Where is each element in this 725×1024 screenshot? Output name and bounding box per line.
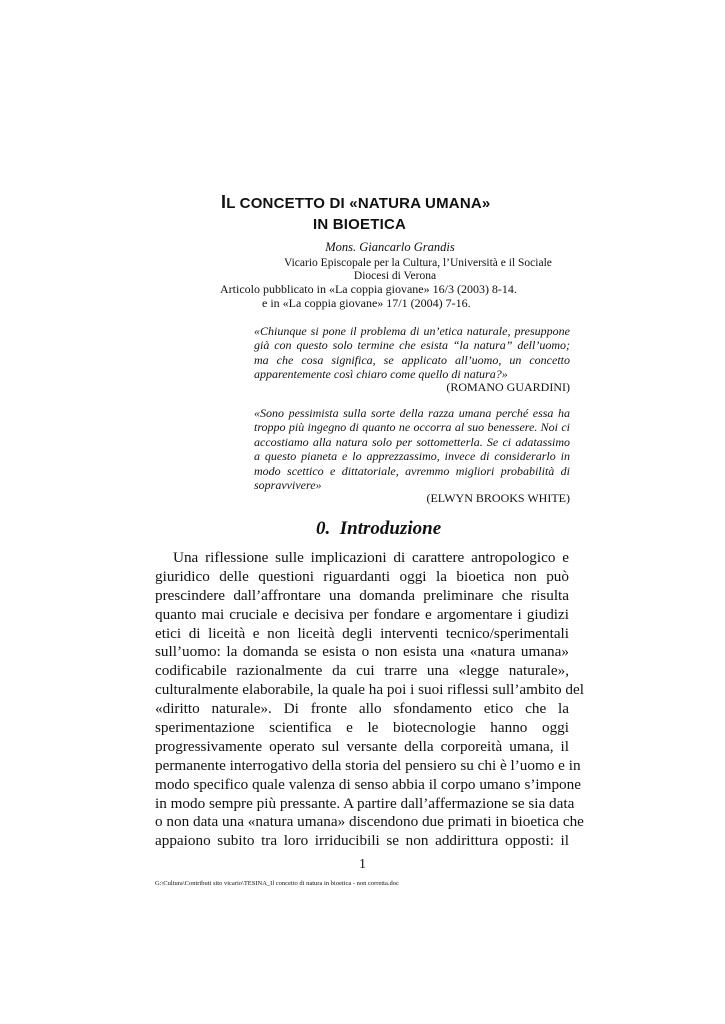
quote-line: a questo pianeta e lo apprezzassimo, invece di considerarlo in <box>254 449 570 464</box>
page-number: 1 <box>359 857 366 872</box>
quote-line: modo scettico e dittatoriale, avremmo migliori probabilità di <box>254 463 570 478</box>
quote-line: troppo più ingegno di quanto ne occorra al suo benessere. Noi ci <box>254 420 570 435</box>
body-line: o non data una «natura umana» discendono due primati in bioetica che <box>155 813 584 831</box>
body-line: modo specifico quale valenza di senso abbia il corpo umano s’impone <box>155 775 581 793</box>
body-line: giuridico delle questioni riguardanti oggi la bioetica non può <box>155 567 569 585</box>
footer-file-path: G:\Cultura\Contributi sito vicario\TESINA_Il concetto di natura in bioetica - non corretta.doc <box>155 880 399 887</box>
body-line: etici di liceità e non liceità degli interventi tecnico/sperimentali <box>155 624 569 642</box>
author-affiliation-2: Diocesi di Verona <box>353 270 437 282</box>
section-heading: 0. Introduzione <box>316 518 442 539</box>
publication-line-2: e in «La coppia giovane» 17/1 (2004) 7-16. <box>262 296 471 310</box>
quote-line: «Sono pessimista sulla sorte della razza umana perché essa ha <box>254 406 570 420</box>
body-line: progressivamente operato sul versante della corporeità umana, il <box>155 737 569 755</box>
title-text-1: IL CONCETTO DI «NATURA UMANA» <box>221 192 491 212</box>
quote-line: già con questo solo termine che esista “la natura” dell’uomo; <box>254 338 570 353</box>
body-line: «diritto naturale». Di fronte allo sfondamento etico che la <box>155 700 569 718</box>
quote-line: sopravvivere» <box>254 477 322 492</box>
body-line: in modo sempre più pressante. A partire dall’affermazione se sia data <box>155 794 575 812</box>
document-title-line-2 <box>313 216 513 233</box>
body-line: Una riflessione sulle implicazioni di carattere antropologico e <box>173 549 569 566</box>
title-text-2: IN BIOETICA <box>313 216 407 233</box>
body-line: quanto mai cruciale e decisiva per fondare e argomentare i giudizi <box>155 605 569 623</box>
body-line: culturalmente elaborabile, la quale ha poi i suoi riflessi sull’ambito del <box>155 681 584 699</box>
quote-line: apparentemente così chiaro come quello di natura?» <box>254 367 508 382</box>
body-line: sperimentazione scientifica e le biotecnologie hanno oggi <box>155 719 569 737</box>
body-line: sull’uomo: la domanda se esista o non esista una «natura umana» <box>155 643 569 661</box>
body-line: appaiono subito tra loro irriducibili se non addirittura opposti: il <box>155 832 569 850</box>
document-title-line-1 <box>221 192 551 213</box>
author-affiliation-1: Vicario Episcopale per la Cultura, l’Università e il Sociale <box>284 257 552 269</box>
quote-line: ma che cosa significa, se applicato all’uomo, un concetto <box>254 352 570 367</box>
quote-attribution-2: (ELWYN BROOKS WHITE) <box>426 491 570 505</box>
body-line: prescindere dall’affrontare una domanda preliminare che risulta <box>155 586 569 604</box>
quote-line: accostiamo alla natura solo per sottometterla. Se ci adatassimo <box>254 434 570 449</box>
quote-line: «Chiunque si pone il problema di un’etica naturale, presuppone <box>254 324 570 338</box>
author-name: Mons. Giancarlo Grandis <box>325 240 455 254</box>
epigraph-quote-1 <box>254 324 570 382</box>
body-paragraph <box>155 549 584 851</box>
epigraph-quote-2 <box>254 406 570 492</box>
quote-attribution-1: (ROMANO GUARDINI) <box>446 380 570 394</box>
body-line: codificabile razionalmente da cui trarre una «legge naturale», <box>155 662 569 680</box>
body-line: permanente interrogativo della storia del pensiero su chi è l’uomo e in <box>155 756 581 774</box>
publication-line-1: Articolo pubblicato in «La coppia giovane» 16/3 (2003) 8-14. <box>220 282 517 296</box>
